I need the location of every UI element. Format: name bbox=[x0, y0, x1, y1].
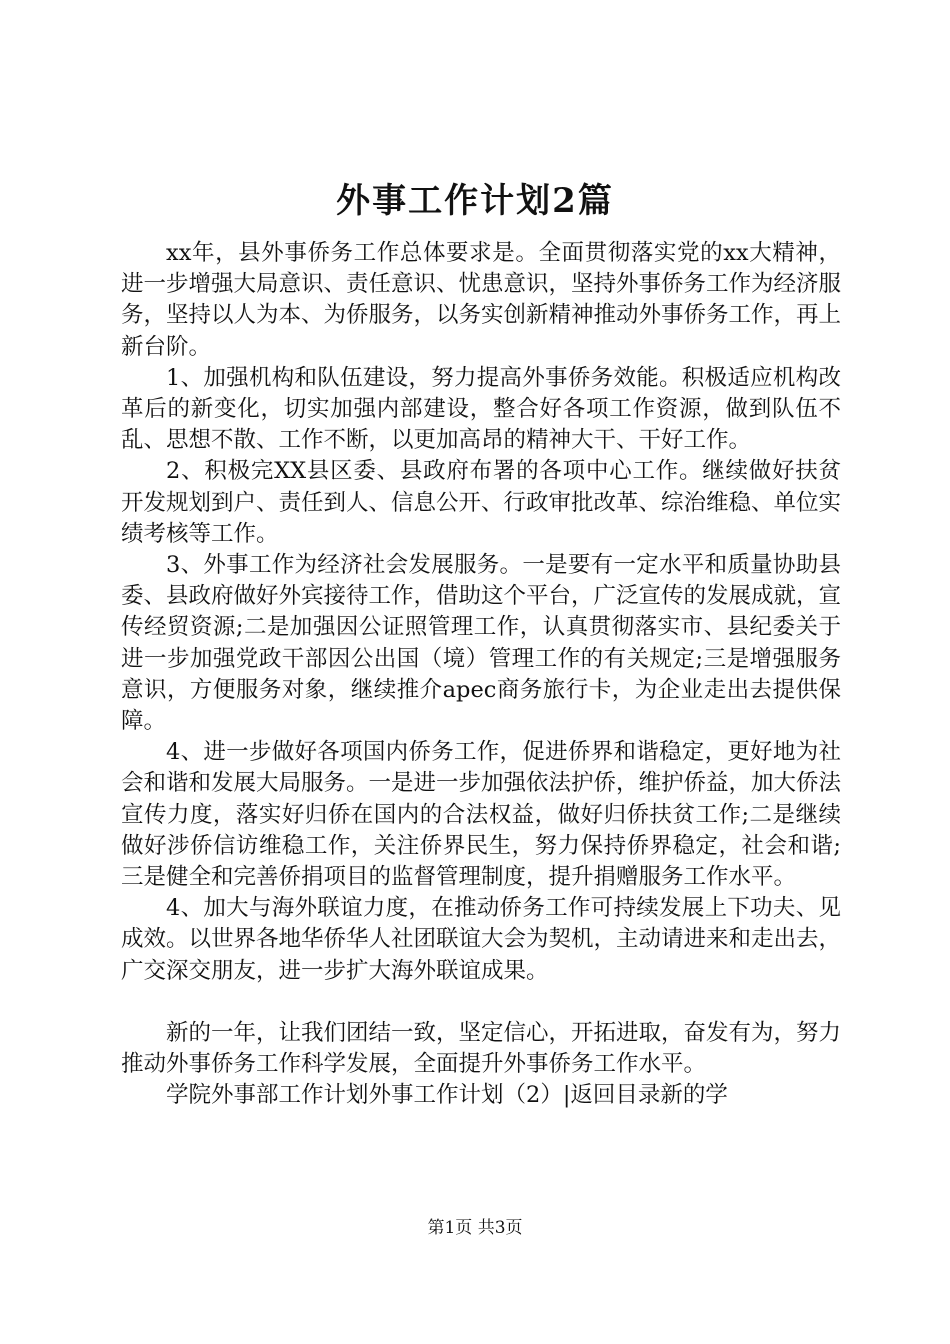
paragraph-conclusion: 新的一年，让我们团结一致，坚定信心，开拓进取，奋发有为，努力推动外事侨务工作科学发展，全面提升外事侨务工作水平。 bbox=[121, 1019, 842, 1078]
paragraph-item-2: 2、积极完XX县区委、县政府布署的各项中心工作。继续做好扶贫开发规划到户、责任到人、信息公开、行政审批改革、综治维稳、单位实绩考核等工作。 bbox=[121, 458, 842, 547]
document-body bbox=[121, 238, 841, 1111]
paragraph-item-4: 4、进一步做好各项国内侨务工作，促进侨界和谐稳定，更好地为社会和谐和发展大局服务。一是进一步加强依法护侨，维护侨益，加大侨法宣传力度，落实好归侨在国内的合法权益，做好归侨扶贫工作;二是继续做好涉侨信访维稳工作，关注侨界民生，努力保持侨界稳定，社会和谐;三是健全和完善侨捐项目的监督管理制度，提升捐赠服务工作水平。 bbox=[121, 739, 842, 891]
paragraph-item-3: 3、外事工作为经济社会发展服务。一是要有一定水平和质量协助县委、县政府做好外宾接待工作，借助这个平台，广泛宣传的发展成就，宣传经贸资源;二是加强因公证照管理工作，认真贯彻落实市、县纪委关于进一步加强党政干部因公出国（境）管理工作的有关规定;三是增强服务意识，方便服务对象，继续推介apec商务旅行卡，为企业走出去提供保障。 bbox=[121, 552, 842, 735]
document-title: 外事工作计划2篇 bbox=[336, 181, 614, 221]
paragraph-item-5: 4、加大与海外联谊力度，在推动侨务工作可持续发展上下功夫、见成效。以世界各地华侨华人社团联谊大会为契机，主动请进来和走出去，广交深交朋友，进一步扩大海外联谊成果。 bbox=[121, 895, 842, 984]
paragraph-continuation: 学院外事部工作计划外事工作计划（2）|返回目录新的学 bbox=[166, 1082, 728, 1109]
paragraph-intro: xx年，县外事侨务工作总体要求是。全面贯彻落实党的xx大精神，进一步增强大局意识、责任意识、忧患意识，坚持外事侨务工作为经济服务，坚持以人为本、为侨服务，以务实创新精神推动外事侨务工作，再上新台阶。 bbox=[121, 240, 842, 360]
page-number-footer: 第1页 共3页 bbox=[427, 1218, 523, 1238]
paragraph-item-1: 1、加强机构和队伍建设，努力提高外事侨务效能。积极适应机构改革后的新变化，切实加强内部建设，整合好各项工作资源，做到队伍不乱、思想不散、工作不断，以更加高昂的精神大干、干好工作。 bbox=[121, 364, 841, 454]
